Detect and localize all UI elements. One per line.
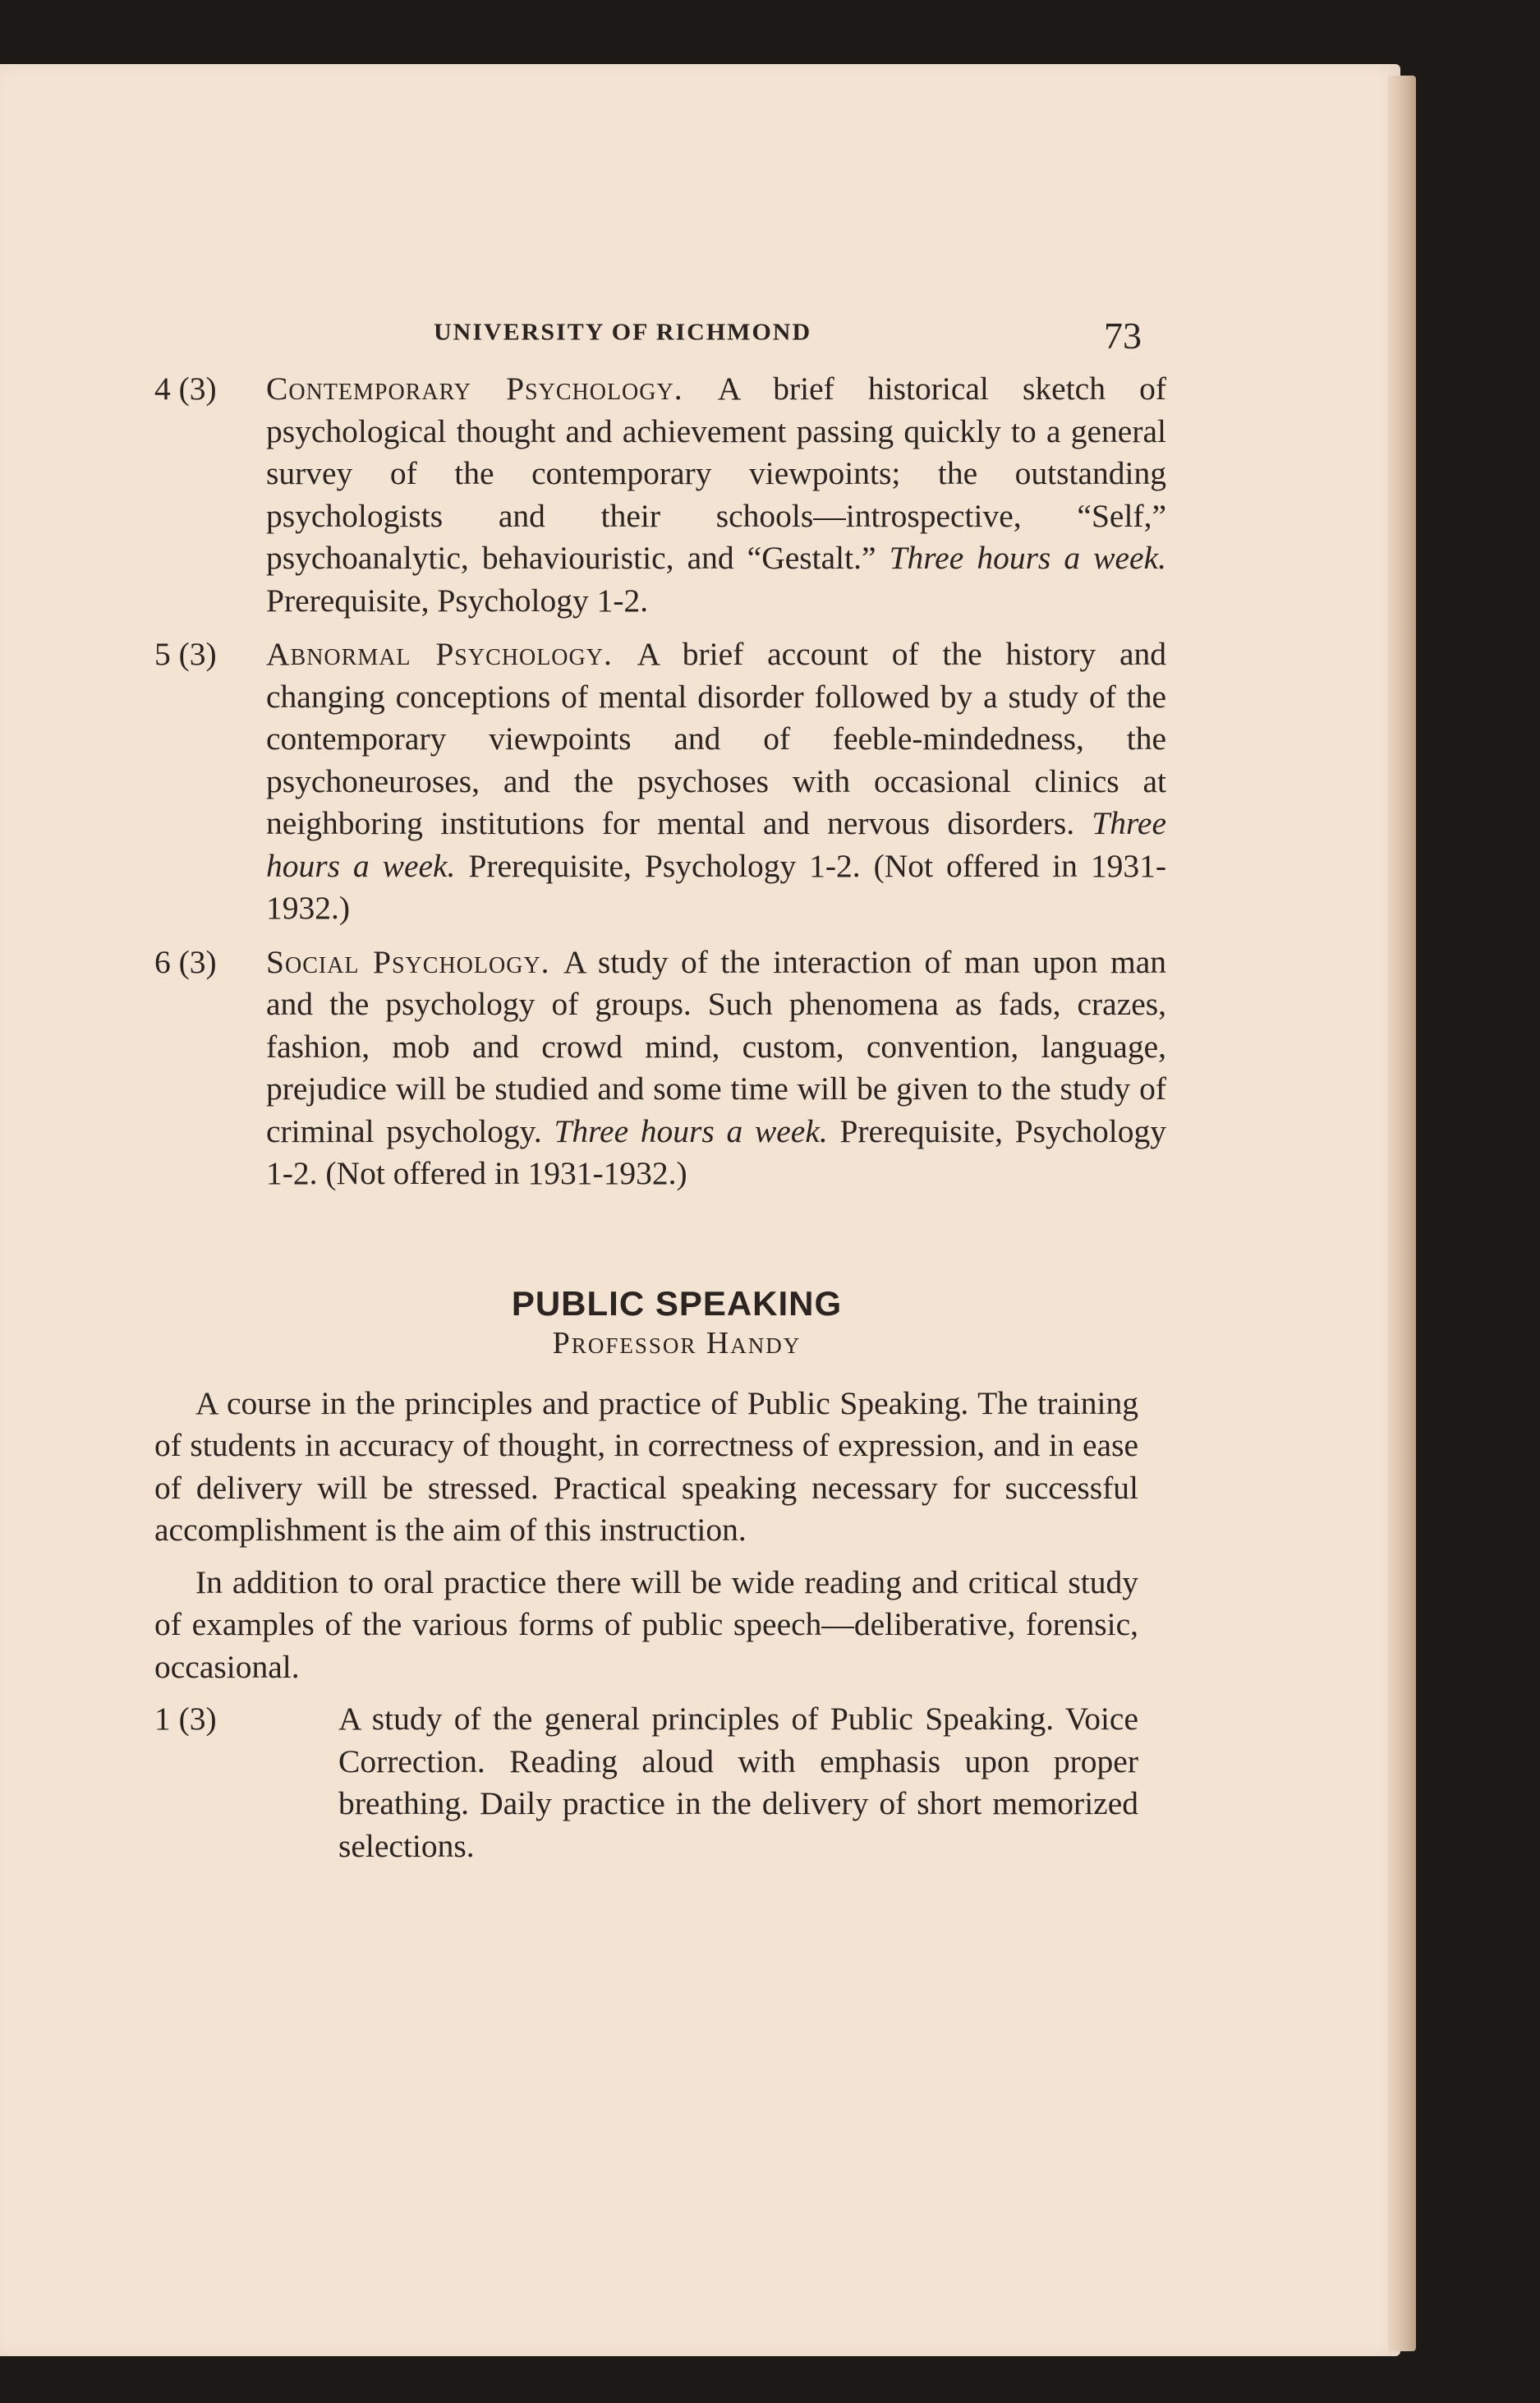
course-number: 5 (3) — [154, 636, 217, 672]
course-hours: Three hours a week. — [554, 1112, 840, 1149]
course-number: 6 (3) — [154, 943, 217, 980]
course-prerequisite: Prerequisite, Psychology 1-2. (Not offered in 1931-1932.) — [266, 847, 1166, 926]
section-paragraph: A course in the principles and practice of Public Speaking. The training of students in accuracy of thought, in correctness of expression, and in ease of delivery will be stressed. Practical speaking necessary for successful accomplishment is the aim of this instruction. — [154, 1384, 1138, 1548]
course-description: A brief historical sketch of psychological thought and achievement passing quickly to a general survey of the contemporary viewpoints; the outstanding psychologists and their schools—introspective, “Self,” psychoanalytic, behaviouristic, and “Gestalt.” — [266, 371, 1166, 576]
professor-name: Professor Handy — [552, 1325, 802, 1360]
section-heading: PUBLIC SPEAKING — [511, 1283, 843, 1323]
page-content — [154, 315, 1167, 1867]
section-paragraph: In addition to oral practice there will be wide reading and critical study of examples of the various forms of public speech—deliberative, forensic, occasional. — [154, 1563, 1138, 1685]
page-edge — [1388, 76, 1416, 2351]
course-prerequisite: Prerequisite, Psychology 1-2. (Not offered in 1931-1932.) — [266, 1112, 1167, 1191]
course-prerequisite: Prerequisite, Psychology 1-2. — [266, 582, 649, 619]
course-title: Social Psychology. — [266, 943, 564, 980]
course-entry-contemporary-psychology — [154, 368, 1166, 622]
course-entry-public-speaking — [154, 1698, 1166, 1867]
course-number: 4 (3) — [154, 371, 217, 407]
course-entry-abnormal-psychology — [154, 633, 1166, 930]
page-number: 73 — [1104, 315, 1142, 357]
course-title: Contemporary Psychology. — [266, 371, 718, 407]
course-description: A study of the general principles of Public Speaking. Voice Correction. Reading aloud with emphasis upon proper breathing. Daily practice in the delivery of short memorized selections. — [338, 1701, 1138, 1864]
course-hours: Three hours a week. — [266, 805, 1166, 884]
course-description: A brief account of the history and changing conceptions of mental disorder followed by a study of the contemporary viewpoints and of feeble-mindedness, the psychoneuroses, and the psychoses with occasional clinics at neighboring institutions for mental and nervous disorders. — [266, 636, 1166, 841]
running-title: UNIVERSITY OF RICHMOND — [434, 319, 812, 346]
course-description: A study of the interaction of man upon man and the psychology of groups. Such phenomena as fads, crazes, fashion, mob and crowd mind, custom, convention, language, prejudice will be studied and some time will be given to the study of criminal psychology. — [266, 943, 1166, 1149]
running-head — [154, 315, 1166, 368]
course-entry-social-psychology — [154, 941, 1166, 1195]
course-hours: Three hours a week. — [889, 540, 1166, 576]
course-number: 1 (3) — [154, 1701, 217, 1737]
course-title: Abnormal Psychology. — [266, 636, 637, 672]
